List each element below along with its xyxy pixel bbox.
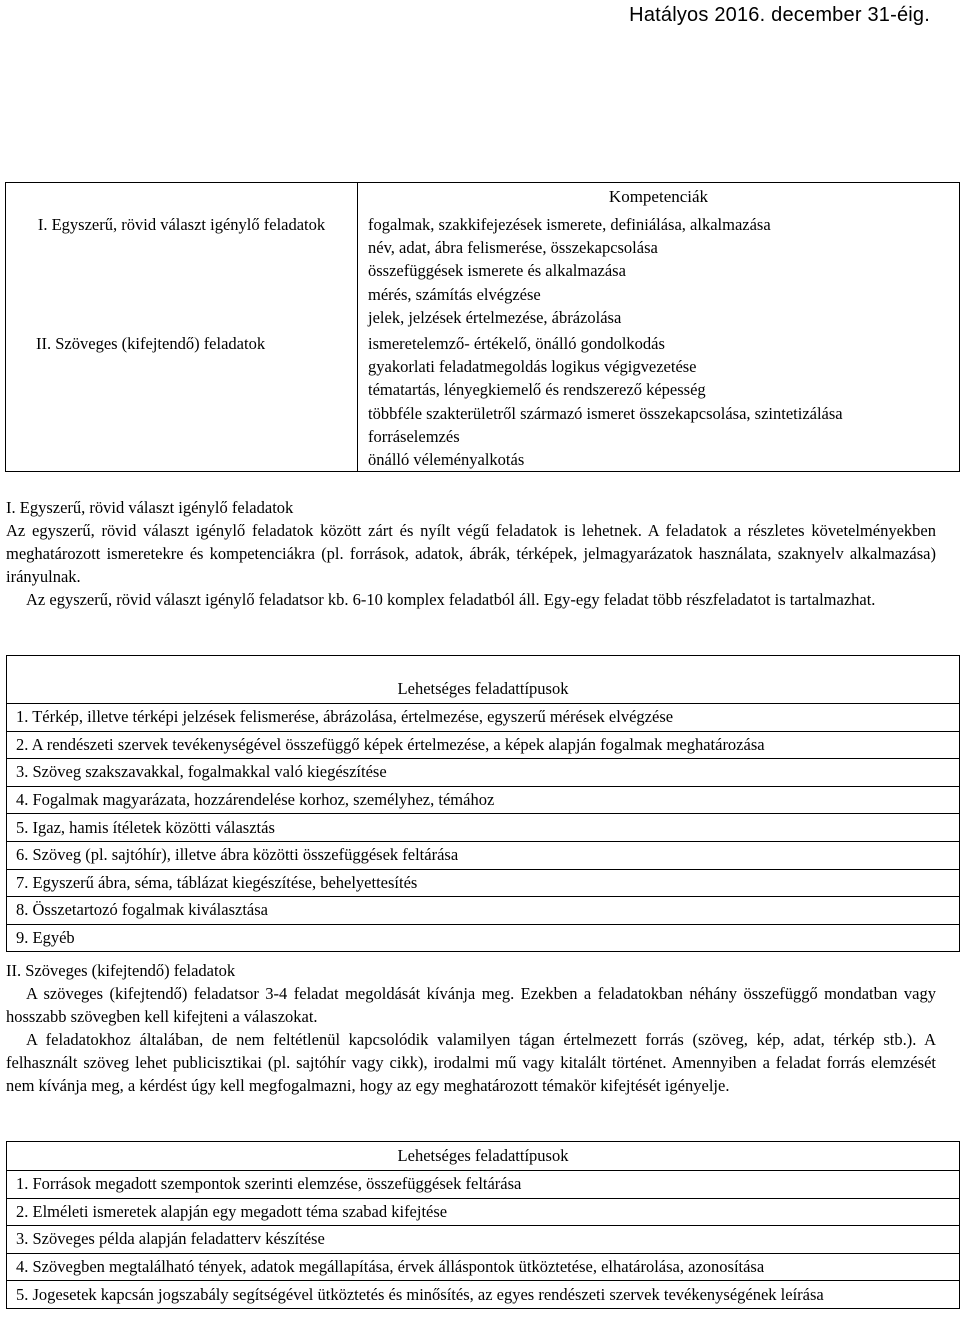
task-types-title: Lehetséges feladattípusok [7, 1142, 960, 1171]
task-type-2-title: II. Szöveges (kifejtendő) feladatok [36, 334, 266, 353]
competency-item: mérés, számítás elvégzése [368, 284, 541, 304]
competency-item: forráselemzés [368, 426, 460, 446]
section-2-heading: II. Szöveges (kifejtendő) feladatok [6, 961, 236, 980]
task-types-title: Lehetséges feladattípusok [7, 656, 960, 704]
task-type-row: 4. Szövegben megtalálható tények, adatok megállapítása, érvek álláspontok ütköztetése, elhatárolása, azonosítása [7, 1253, 960, 1281]
task-type-row: 1. Források megadott szempontok szerinti elemzése, összefüggések feltárása [7, 1171, 960, 1199]
task-type-row: 2. A rendészeti szervek tevékenységével összefüggő képek értelmezése, a képek alapján fogalmak meghatározása [7, 731, 960, 759]
section-2 [6, 959, 936, 1097]
competency-item: jelek, jelzések értelmezése, ábrázolása [368, 307, 622, 327]
competency-item: tématartás, lényegkiemelő és rendszerező képesség [368, 380, 706, 400]
section-1-heading: I. Egyszerű, rövid választ igénylő feladatok [6, 498, 294, 517]
task-type-1-title: I. Egyszerű, rövid választ igénylő feladatok [37, 215, 326, 234]
competency-item: többféle szakterületről származó ismeret összekapcsolása, szintetizálása [368, 403, 843, 423]
competency-table [5, 182, 960, 472]
task-type-row: 3. Szöveg szakszavakkal, fogalmakkal való kiegészítése [7, 759, 960, 787]
competency-item: önálló véleményalkotás [368, 449, 525, 469]
task-type-row: 7. Egyszerű ábra, séma, táblázat kiegészítése, behelyettesítés [7, 869, 960, 897]
task-type-row: 1. Térkép, illetve térképi jelzések felismerése, ábrázolása, értelmezése, egyszerű mérések elvégzése [7, 704, 960, 732]
section-1-paragraph: Az egyszerű, rövid választ igénylő feladatok között zárt és nyílt végű feladatok is lehetnek. A feladatok a részletes követelményekben meghatározott ismeretekre és kompetenciákra (pl. források, adatok, ábrák, térképek, jelmagyarázatok használata, szaknyelv alkalmazása) irányulnak. [6, 521, 936, 586]
section-1 [6, 496, 936, 611]
section-2-paragraph: A feladatokhoz általában, de nem feltétlenül kapcsolódik valamilyen tágan értelmezett forrás (szöveg, kép, adat, térkép stb.). A felhasznált szöveg lehet publicisztikai (pl. sajtóhír vagy cikk), irodalmi mű vagy kitalált történet. Amennyiben a feladat forrás elemzését nem kívánja meg, a kérdést úgy kell megfogalmazni, hogy az egy meghatározott témakör kifejtését igényelje. [6, 1030, 936, 1095]
task-types-table-2 [6, 1141, 960, 1309]
competency-heading: Kompetenciák [608, 187, 709, 206]
task-types-table-1 [6, 655, 960, 952]
task-type-row: 9. Egyéb [7, 924, 960, 952]
task-type-row: 4. Fogalmak magyarázata, hozzárendelése korhoz, személyhez, témához [7, 786, 960, 814]
section-1-paragraph: Az egyszerű, rövid választ igénylő feladatsor kb. 6-10 komplex feladatból áll. Egy-egy feladat több részfeladatot is tartalmazhat. [26, 590, 876, 609]
competency-item: fogalmak, szakkifejezések ismerete, definiálása, alkalmazása [368, 215, 771, 234]
validity-header: Hatályos 2016. december 31-éig. [629, 4, 930, 26]
task-type-row: 5. Igaz, hamis ítéletek közötti választás [7, 814, 960, 842]
competency-item: név, adat, ábra felismerése, összekapcsolása [368, 238, 658, 258]
task-type-row: 3. Szöveges példa alapján feladatterv készítése [7, 1226, 960, 1254]
column-divider [357, 183, 358, 471]
competency-item: gyakorlati feladatmegoldás logikus végigvezetése [368, 357, 697, 377]
task-type-row: 2. Elméleti ismeretek alapján egy megadott téma szabad kifejtése [7, 1198, 960, 1226]
competency-list-1 [368, 213, 953, 329]
task-type-row: 8. Összetartozó fogalmak kiválasztása [7, 897, 960, 925]
task-type-row: 5. Jogesetek kapcsán jogszabály segítségével ütköztetés és minősítés, az egyes rendészeti szervek tevékenységének leírása [7, 1281, 960, 1309]
competency-list-2 [368, 332, 953, 471]
competency-item: összefüggések ismerete és alkalmazása [368, 261, 626, 281]
section-2-paragraph: A szöveges (kifejtendő) feladatsor 3-4 feladat megoldását kívánja meg. Ezekben a feladatokban néhány összefüggő mondatban vagy hosszabb szövegben kell kifejteni a válaszokat. [6, 984, 936, 1026]
task-type-row: 6. Szöveg (pl. sajtóhír), illetve ábra közötti összefüggések feltárása [7, 841, 960, 869]
competency-item: ismeretelemző- értékelő, önálló gondolkodás [368, 334, 665, 353]
